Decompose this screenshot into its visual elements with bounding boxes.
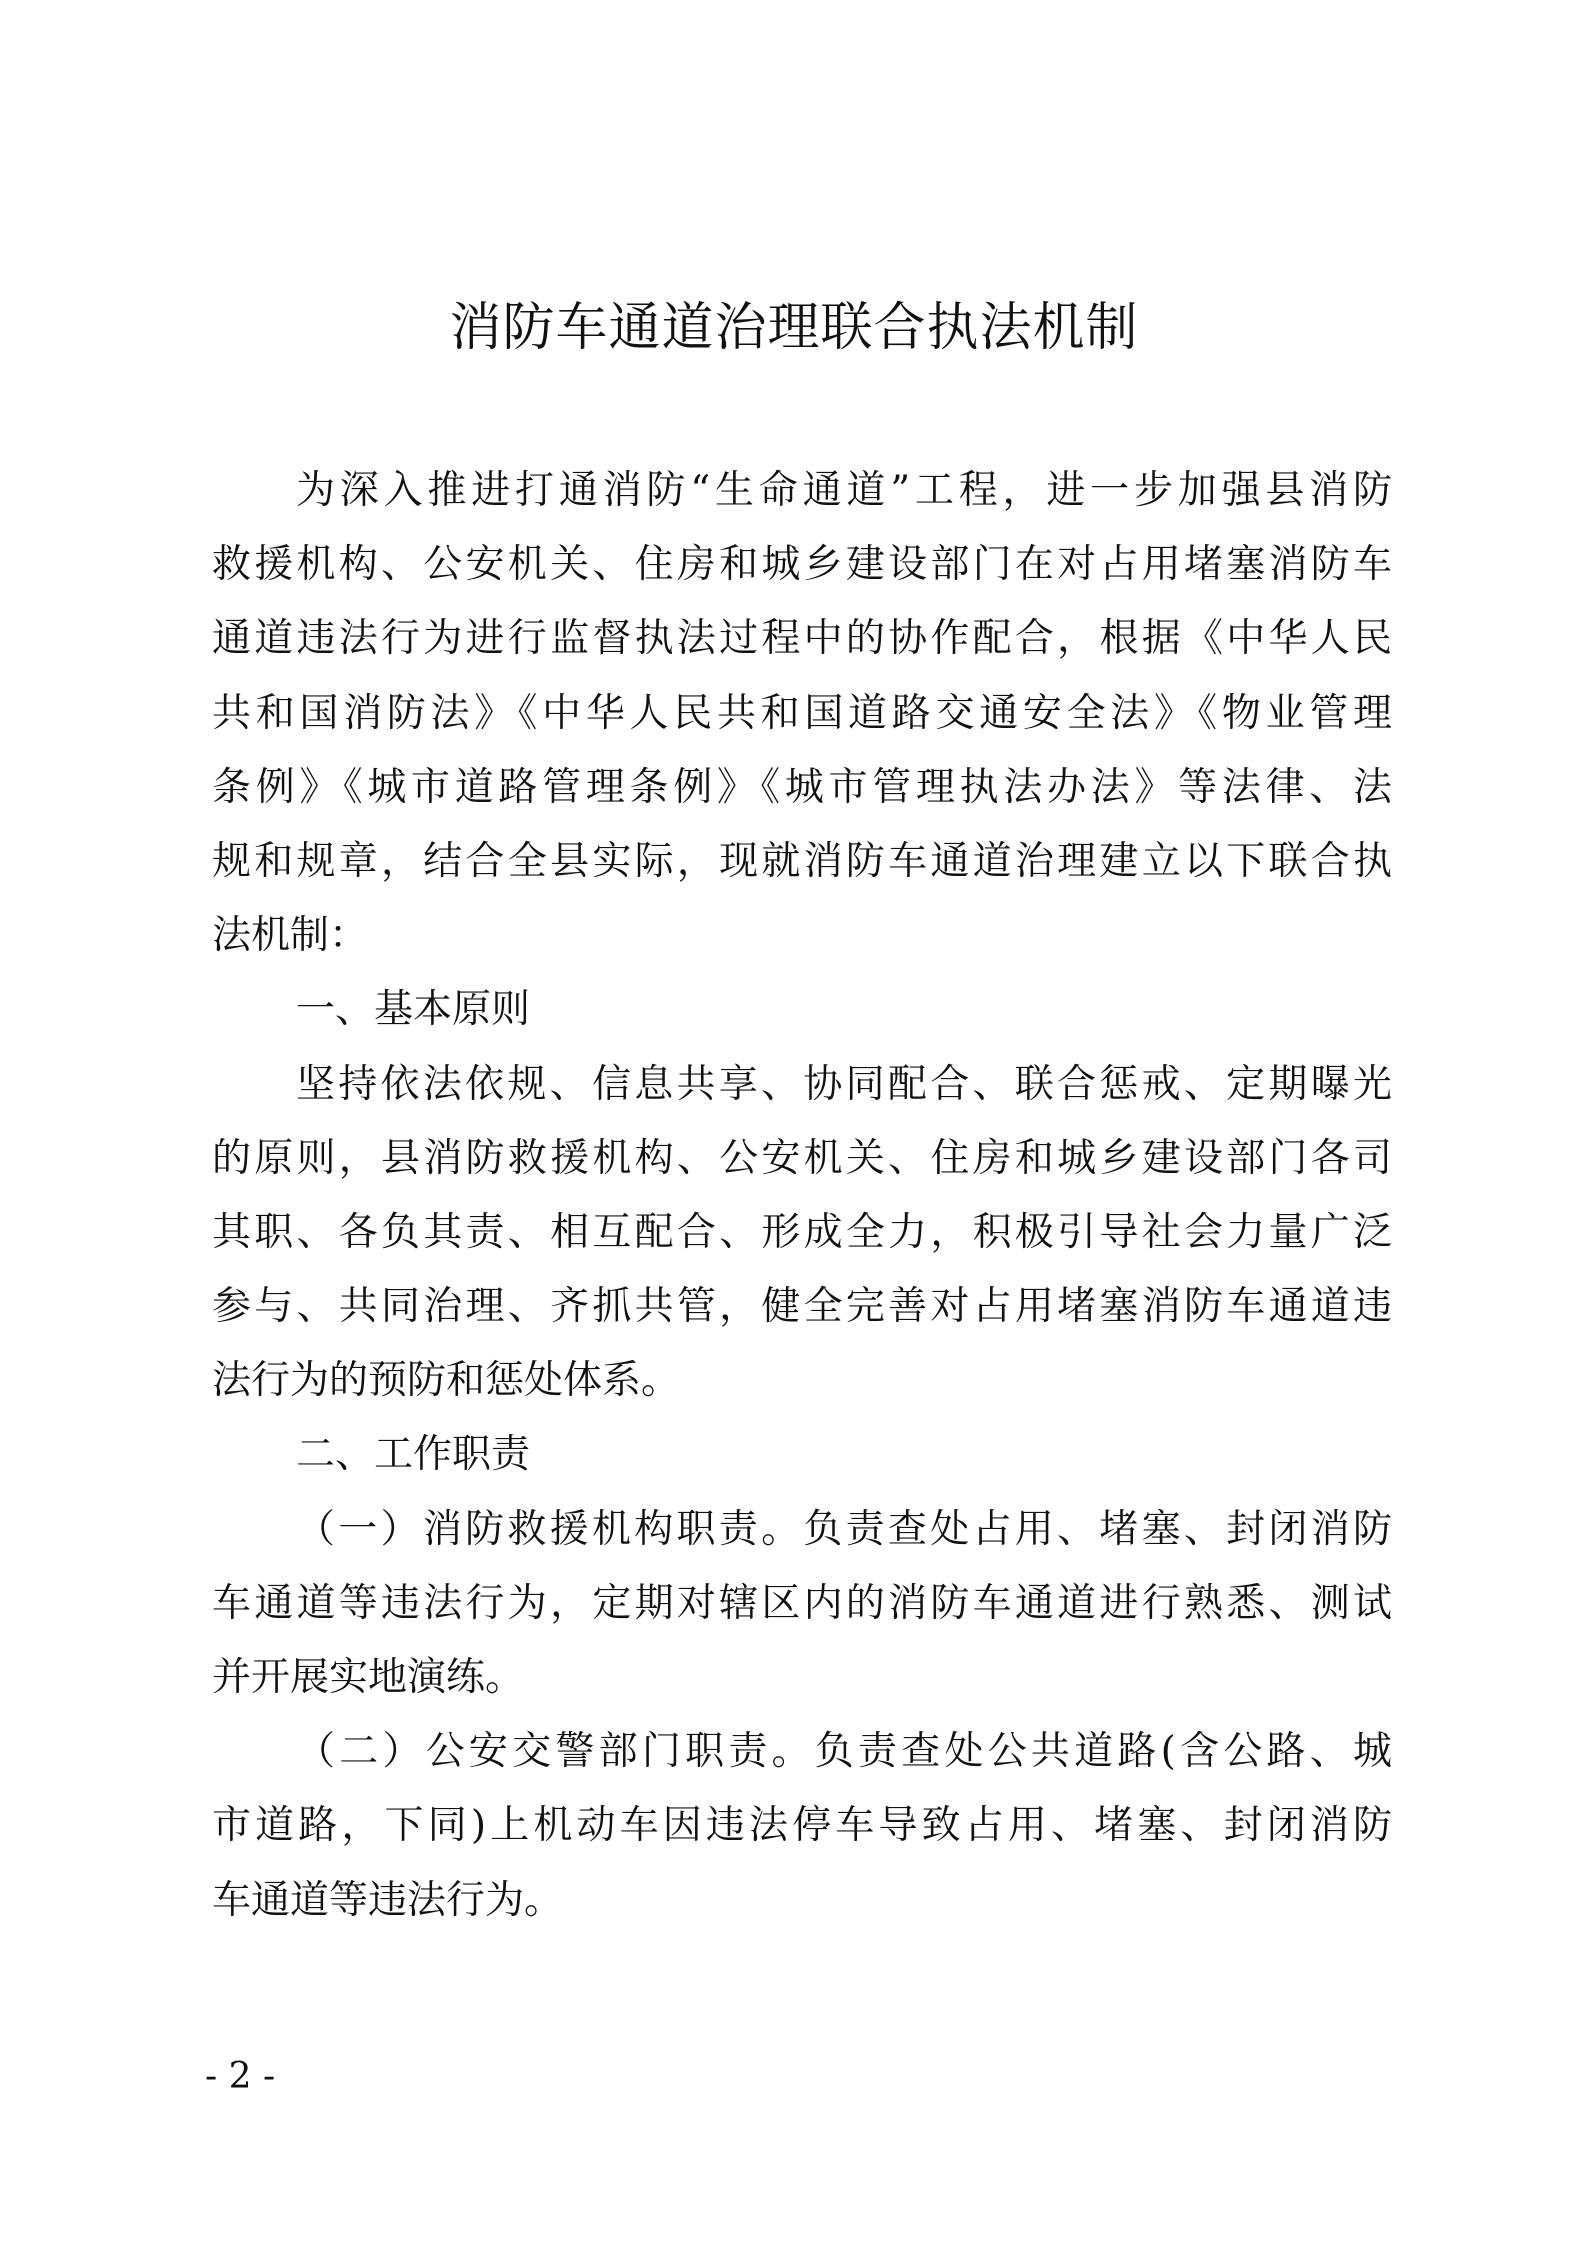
paragraph-line: 市道路，下同)上机动车因违法停车导致占用、堵塞、封闭消防 — [212, 1803, 1392, 1849]
paragraph-line: 为深入推进打通消防“生命通道”工程，进一步加强县消防 — [296, 468, 1392, 513]
paragraph-line: 其职、各负其责、相互配合、形成全力，积极引导社会力量广泛 — [212, 1209, 1392, 1255]
paragraph-line: 车通道等违法行为，定期对辖区内的消防车通道进行熟悉、测试 — [212, 1580, 1392, 1626]
paragraph-line: 并开展实地演练。 — [212, 1655, 525, 1700]
paragraph-line: 救援机构、公安机关、住房和城乡建设部门在对占用堵塞消防车 — [212, 542, 1392, 588]
paragraph-line: 共和国消防法》《中华人民共和国道路交通安全法》《物业管理 — [212, 690, 1392, 736]
section-heading: 一、基本原则 — [296, 987, 531, 1033]
paragraph-line: 通道违法行为进行监督执法过程中的协作配合，根据《中华人民 — [212, 616, 1392, 662]
paragraph-line: 车通道等违法行为。 — [212, 1877, 564, 1923]
paragraph-line: （二）公安交警部门职责。负责查处公共道路(含公路、城 — [296, 1729, 1392, 1775]
paragraph-line: 的原则，县消防救援机构、公安机关、住房和城乡建设部门各司 — [212, 1135, 1392, 1181]
paragraph-line: 坚持依法依规、信息共享、协同配合、联合惩戒、定期曝光 — [296, 1061, 1392, 1107]
document-body — [212, 454, 1392, 1938]
paragraph-line: 法机制： — [212, 913, 369, 959]
document-title: 消防车通道治理联合执法机制 — [449, 298, 1139, 358]
paragraph-line: 法行为的预防和惩处体系。 — [212, 1358, 681, 1404]
section-heading: 二、工作职责 — [296, 1432, 531, 1478]
paragraph-line: 规和规章，结合全县实际，现就消防车通道治理建立以下联合执 — [212, 838, 1392, 884]
paragraph-line: 条例》《城市道路管理条例》《城市管理执法办法》等法律、法 — [212, 764, 1392, 810]
paragraph-line: （一）消防救援机构职责。负责查处占用、堵塞、封闭消防 — [296, 1506, 1392, 1552]
paragraph-line: 参与、共同治理、齐抓共管，健全完善对占用堵塞消防车通道违 — [212, 1284, 1392, 1330]
page-number: - 2 - — [205, 2056, 276, 2097]
